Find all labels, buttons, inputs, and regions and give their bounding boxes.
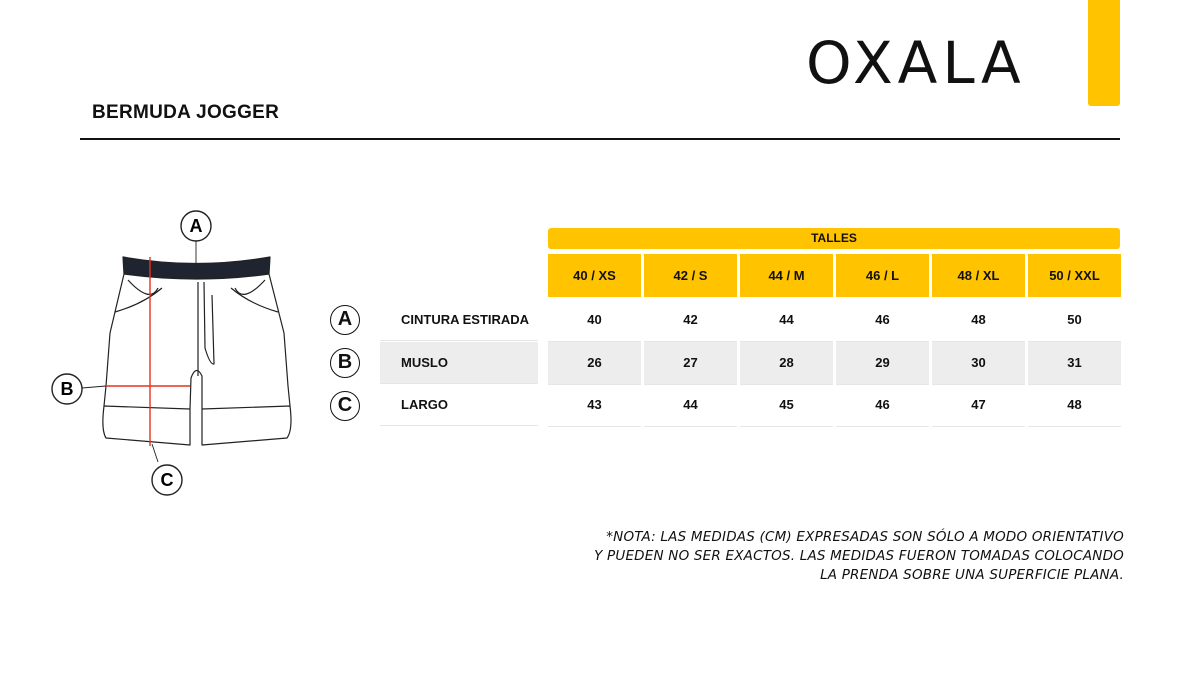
table-cell: 45 (740, 384, 833, 427)
table-cell: 44 (740, 299, 833, 342)
shorts-measurement-diagram (40, 200, 320, 500)
row-label: CINTURA ESTIRADA (380, 299, 538, 341)
table-cell: 30 (932, 342, 1025, 385)
note-line: LA PRENDA SOBRE UNA SUPERFICIE PLANA. (820, 567, 1124, 583)
table-row (380, 342, 1122, 384)
table-cell: 46 (836, 384, 929, 427)
size-table (330, 228, 1130, 428)
table-cell: 48 (932, 299, 1025, 342)
size-header-cell: 40 / XS (548, 254, 641, 297)
note-line: *NOTA: LAS MEDIDAS (CM) EXPRESADAS SON SÓLO A MODO ORIENTATIVO (606, 529, 1124, 545)
table-cell: 44 (644, 384, 737, 427)
row-label: LARGO (380, 384, 538, 426)
callout-c-label: C (160, 470, 174, 490)
measurement-note (524, 528, 1124, 585)
header-divider (80, 138, 1120, 140)
row-letter-circle: A (330, 305, 360, 335)
brand-accent-bar (1088, 0, 1120, 106)
table-cell: 46 (836, 299, 929, 342)
table-row (380, 299, 1122, 341)
callout-b-label: B (60, 379, 74, 399)
table-cell: 28 (740, 342, 833, 385)
note-line: Y PUEDEN NO SER EXACTOS. LAS MEDIDAS FUERON TOMADAS COLOCANDO (594, 548, 1124, 564)
shorts-outline-icon (103, 257, 291, 445)
table-cell: 29 (836, 342, 929, 385)
table-header-talles: TALLES (548, 228, 1120, 249)
table-cell: 43 (548, 384, 641, 427)
table-cell: 50 (1028, 299, 1121, 342)
row-letter-circle: B (330, 348, 360, 378)
table-cell: 40 (548, 299, 641, 342)
table-cell: 48 (1028, 384, 1121, 427)
table-cell: 26 (548, 342, 641, 385)
size-header-cell: 48 / XL (932, 254, 1025, 297)
table-cell: 27 (644, 342, 737, 385)
table-row (380, 384, 1122, 426)
table-cell: 31 (1028, 342, 1121, 385)
size-header-cell: 42 / S (644, 254, 737, 297)
size-header-cell: 46 / L (836, 254, 929, 297)
table-cell: 47 (932, 384, 1025, 427)
row-letter-circle: C (330, 391, 360, 421)
product-title: BERMUDA JOGGER (92, 102, 280, 123)
size-header-cell: 44 / M (740, 254, 833, 297)
measure-lines (106, 257, 190, 446)
row-label: MUSLO (380, 342, 538, 384)
table-cell: 42 (644, 299, 737, 342)
size-header-cell: 50 / XXL (1028, 254, 1121, 297)
brand-logo: OXALA (806, 29, 1026, 97)
callout-a-label: A (189, 216, 203, 236)
